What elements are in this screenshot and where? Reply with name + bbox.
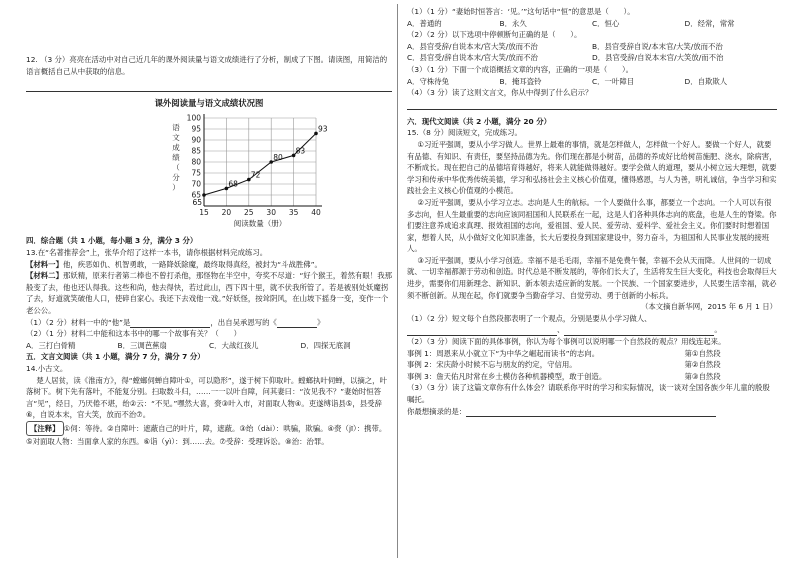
question-14-4: （4）（3 分）读了这则文言文，你从中得到了什么启示？ <box>407 88 593 98</box>
y-axis-label: 分 <box>172 172 180 182</box>
option-a[interactable]: A．县官受辞/自说本末/官大笑/放而不治 <box>407 41 538 51</box>
x-axis-label: 阅读数量（册） <box>233 218 287 228</box>
y-tick-label: 70 <box>191 179 201 189</box>
data-label: 72 <box>250 170 261 180</box>
option-b[interactable]: B．掩耳盗铃 <box>499 76 542 86</box>
paragraph-2: ②习近平强调，要从小学习立志。志向是人生的航标。一个人要做什么事，都要立一个志向。一个人可以有很多志向，但人生最重要的志向应该同祖国和人民联系在一起，这是人们各种具体志向的底盘，也是人生的脊梁。你们要注意养成追求真理、报效祖国的志向，爱祖国、爱人民、爱劳动、爱科学、爱社会主义。你们要时时想着国家，想着人民，从小做好文化知识准备，长大后要投身到国家建设中，努力奋斗，为祖国和人民事业发展的接班人。 <box>407 197 777 254</box>
series-line <box>204 133 316 195</box>
excerpt-label: 你最想摘录的是： <box>407 406 467 416</box>
material-1 <box>26 259 392 271</box>
q14-3-options <box>407 76 777 88</box>
y-tick-label: 100 <box>186 113 201 123</box>
answer-line <box>407 109 777 110</box>
question-15-2: （2）（3 分）阅读下面的具体事例，你认为每个事例可以说明哪一个自然段的观点？用线连起来。 <box>407 337 726 347</box>
notes-tag: 【注释】 <box>26 421 64 437</box>
material-2-tag: 【材料二】 <box>26 271 63 281</box>
example-row-3 <box>407 371 777 383</box>
option-a[interactable]: A．三打白骨精 <box>26 340 76 350</box>
y-axis-label: 文 <box>172 132 180 142</box>
data-label: 68 <box>228 179 238 189</box>
y-tick-label: 80 <box>191 157 201 167</box>
y-tick-label: 90 <box>191 135 201 145</box>
q14-2-options-cd <box>407 52 777 64</box>
data-label: 65 <box>192 197 202 207</box>
q15-1-end: 。 <box>714 325 722 335</box>
blank-answer[interactable] <box>130 319 210 328</box>
target-paragraph-3[interactable]: 第③自然段 <box>684 371 721 381</box>
section-6-heading: 六．现代文阅读（共 2 小题，满分 20 分） <box>407 116 551 126</box>
option-d[interactable]: D．县官受辞/自说本末官/大笑放/而不治 <box>592 53 724 63</box>
x-tick-label: 35 <box>288 207 299 217</box>
q15-1-sep: 、 <box>557 325 565 335</box>
q13-1-text-b: ，出自吴承恩写的《 <box>210 317 277 327</box>
material-1-tag: 【材料一】 <box>26 259 63 269</box>
y-axis-label: ） <box>172 182 180 192</box>
example-3[interactable]: 事例 3：詹天佑凡时常在乡土模仿各种机器模型，敢于创造。 <box>407 371 607 381</box>
y-axis-label: 语 <box>172 122 180 132</box>
question-15-1: （1）（2 分）短文每个自然段都表明了一个观点，分别是要从小学习做人、 <box>407 313 652 323</box>
question-14: 14.小古文。 <box>26 363 68 373</box>
example-2[interactable]: 事例 2：宋庆龄小时候不忘与朋友的约定，守信用。 <box>407 360 577 370</box>
option-d[interactable]: D．经常，常常 <box>684 18 735 28</box>
q14-1-options <box>407 18 777 30</box>
paragraph-1: ①习近平强调，要从小学习做人。世界上最难的事情，就是怎样做人，怎样做一个好人。要做一个好人，就要有品德、有知识、有责任，要坚持品德为先。你们现在都是小树苗，品德的养成好比给树苗施肥、浇水，除病害，不断成长。现在把自己的品德培育得越好，将来人就能做得越好。要学会做人的道理，要从小树立远大理想，就要学习和传承中华优秀传统美德，学习和弘扬社会主义核心价值观，懂得感恩，与人为善，明礼诚信，争当学习和实践社会主义核心价值观的小模范。 <box>407 139 777 196</box>
question-14-2: （2）（2 分）以下选项中停顿断句正确的是（ ）。 <box>407 30 582 40</box>
option-b[interactable]: B．三调芭蕉扇 <box>117 340 167 350</box>
x-tick-label: 15 <box>199 207 209 217</box>
left-column <box>26 0 392 562</box>
question-12: 12. （3 分）亮亮在活动中对自己近几年的课外阅读量与语文成绩进行了分析，制成了下图。请读图，用简洁的语言概括自己从中获取的信息。 <box>26 55 388 76</box>
section-5-heading: 五．文言文阅读（共 1 小题，满分 7 分，满分 7 分） <box>26 352 205 362</box>
y-axis-label: （ <box>172 162 180 172</box>
example-row-1 <box>407 348 777 360</box>
column-divider <box>397 4 398 558</box>
material-1-text: 他，疾恶如仇、机智勇敢，一路降妖除魔，最终取得真经，被封为“斗战胜佛”。 <box>62 259 322 269</box>
option-a[interactable]: A．普通的 <box>407 18 442 28</box>
source-note: （本文摘自新华网，2015 年 6 月 1 日） <box>640 302 777 312</box>
notes-text: ①伺：等待。②自障叶：遮蔽自己的叶片，障，遮蔽。③绐（dài）：哄骗，欺骗。④赍（jī）：携带。⑤对面取人物：当面拿人家的东西。⑥诣（yì）：到……去。⑦受辞：受理诉讼。⑧治：治罪。 <box>26 423 387 447</box>
material-2 <box>26 270 392 316</box>
data-point <box>202 193 206 197</box>
target-paragraph-1[interactable]: 第①自然段 <box>684 348 721 358</box>
blank-answer[interactable] <box>407 327 557 336</box>
option-d[interactable]: D．自欺欺人 <box>684 76 728 86</box>
blank-answer[interactable] <box>277 319 317 328</box>
blank-answer[interactable] <box>564 327 714 336</box>
y-tick-label: 65 <box>191 190 201 200</box>
y-axis-label: 绩 <box>172 152 180 162</box>
chart-title: 课外阅读量与语文成绩状况图 <box>154 98 264 109</box>
option-b[interactable]: B．永久 <box>499 18 527 28</box>
question-14-3: （3）（1 分）下面一个成语概括文章的内容，正确的一项是（ ）。 <box>407 64 634 74</box>
option-d[interactable]: D．四探无底洞 <box>300 340 351 350</box>
question-13-2: （2）（1 分）材料二中能和这本书中的哪一个故事有关？（ ） <box>26 329 241 339</box>
reading-score-chart <box>26 110 392 230</box>
material-2-text: 那妖精，原来行者第二棒也不曾打杀他，那怪物在半空中，夸奖不尽道：“好个猴王，着然有眼！我那般变了去，他也还认得我。这些和尚，他去得快，若过此山，西下四十里，就不伏我所管了。若是被别处妖魔拐了去，好道就笑破他人口，使碎自家心。我还下去戏他一戏。”好妖怪，按耸阴风，在山坡下摇身一变，变作一个老公公。 <box>26 271 392 315</box>
blank-answer[interactable] <box>466 408 716 417</box>
target-paragraph-2[interactable]: 第②自然段 <box>684 360 721 370</box>
x-tick-label: 40 <box>311 207 321 217</box>
question-15-3: （3）（3 分）读了这篇文章你有什么体会？请联系你平时的学习和实际情况，谈一谈对全国各族少年儿童的殷殷嘱托。 <box>407 383 770 404</box>
q14-2-options-ab <box>407 41 777 53</box>
option-c[interactable]: C．大战红孩儿 <box>209 340 259 350</box>
x-tick-label: 30 <box>266 207 276 217</box>
y-axis-label: 成 <box>172 142 180 152</box>
right-column <box>407 0 777 562</box>
classical-passage: 楚人居贫，读《淮南方》，得“螳螂伺蝉自障叶①，可以隐形”，遂于树下仰取叶。螳螂执叶伺蝉，以摘之，叶落树下。树下先有落叶，不能复分别。扫取数斗归，……一一以叶自障，问其妻曰：“汝见我不？”妻始时恒答言“见”，经日，乃厌倦不堪，绐②云：“不见。”嘿然大喜，赍③叶入市，对面取人物④。吏遂缚诣县⑤，县受辞⑥，自说本末，官大笑，放而不治⑦。 <box>26 375 387 420</box>
data-label: 80 <box>273 152 283 162</box>
option-b[interactable]: B．县官受辞自说/本末官/大笑/放而不治 <box>592 41 723 51</box>
option-a[interactable]: A．守株待兔 <box>407 76 450 86</box>
question-14-1: （1）（1 分）“妻始时恒答言：‘见。’”这句话中“恒”的意思是（ ）。 <box>407 7 635 16</box>
y-tick-label: 85 <box>191 146 201 156</box>
question-15-3-answer <box>407 406 777 418</box>
q13-options <box>26 340 392 352</box>
example-row-2 <box>407 359 777 371</box>
option-c[interactable]: C．一叶障目 <box>592 76 635 86</box>
question-13: 13.在“名著推荐会”上，张华介绍了这样一本书，请你根据材料完成练习。 <box>26 247 268 257</box>
y-tick-label: 75 <box>191 168 201 178</box>
q13-1-text: （1）（2 分）材料一中的“他”是 <box>26 317 131 327</box>
notes <box>26 421 392 448</box>
data-label: 83 <box>295 146 306 156</box>
x-tick-label: 20 <box>221 207 232 217</box>
question-15: 15.（8 分）阅读短文，完成练习。 <box>407 128 522 138</box>
question-13-1 <box>26 317 392 329</box>
option-c[interactable]: C．县官受/辞自说本末/官大笑/放而不治 <box>407 53 538 63</box>
option-c[interactable]: C．恒心 <box>592 18 620 28</box>
section-4-heading: 四．综合题（共 1 小题，每小题 3 分，满分 3 分） <box>26 236 198 246</box>
y-tick-label: 95 <box>191 124 201 134</box>
answer-line <box>26 91 392 92</box>
question-15-1-blanks <box>407 324 777 336</box>
example-1[interactable]: 事例 1：周恩来从小就立下“为中华之崛起而读书”的志向。 <box>407 348 600 358</box>
x-tick-label: 25 <box>244 207 254 217</box>
data-label: 93 <box>318 124 328 134</box>
q13-1-text-c: 》 <box>316 317 325 327</box>
paragraph-3: ③习近平强调，要从小学习创造。幸福不是毛毛雨，幸福不是免费午餐，幸福不会从天而降。人世间的一切成就、一切幸福都源于劳动和创造。时代总是不断发展的，等你们长大了，生活将发生巨大变化，科技也会取得巨大进步，需要你们用新理念、新知识、新本领去适应新的发展。一个民族、一个国家要进步，人民要生活幸福，就必须不断创新。从现在起，你们就要争当勤奋学习、自觉劳动、勇于创新的小标兵。 <box>407 255 777 300</box>
